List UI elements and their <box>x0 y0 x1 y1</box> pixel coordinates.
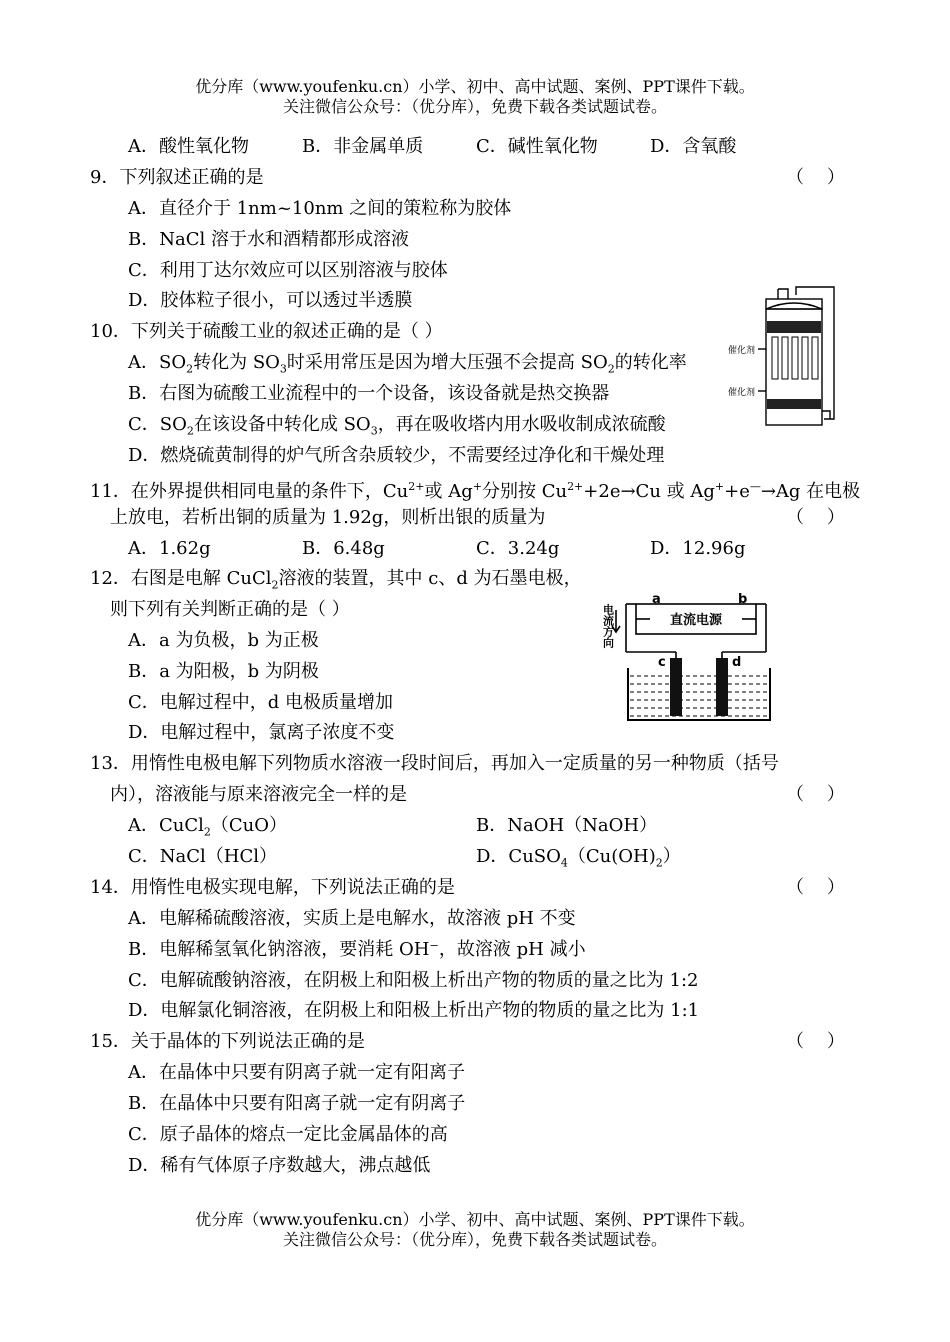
q8-option-a: A．酸性氧化物 <box>128 136 249 157</box>
header-line-2: 关注微信公众号：（优分库），免费下载各类试题试卷。 <box>282 97 667 116</box>
q14-option-c: C．电解硫酸钠溶液，在阴极上和阳极上析出产物的物质的量之比为 1:2 <box>128 970 699 991</box>
q10-option-a: A．$SO_2$转化为 $SO_3$时采用常压是因为增大压强不会提高 $SO_2$的转化率 <box>128 352 687 376</box>
q15-option-c: C．原子晶体的熔点一定比金属晶体的高 <box>128 1124 448 1145</box>
q14-option-b: B．电解稀氢氧化钠溶液，要消耗 OH⁻，故溶液 pH 减小 <box>128 939 586 960</box>
converter-figure <box>726 283 850 431</box>
q13-option-b: B．NaOH（NaOH） <box>476 815 658 836</box>
q9-option-a: A．直径介于 1nm~10nm 之间的策粒称为胶体 <box>128 198 512 219</box>
electrode-a-label: a <box>652 592 661 607</box>
q12-stem: 12．右图是电解 CuCl$_2$溶液的装置，其中 c、d 为石墨电极， <box>90 568 582 592</box>
footer-line-1: 优分库（www.youfenku.cn）小学、初中、高中试题、案例、PPT课件下载。 <box>195 1210 755 1229</box>
q11-option-c: C．3.24g <box>476 538 560 559</box>
q13-answer-paren: （ ） <box>786 784 845 805</box>
q15-option-d: D．稀有气体原子序数越大，沸点越低 <box>128 1155 431 1176</box>
q9-option-b: B．NaCl 溶于水和酒精都形成溶液 <box>128 229 409 250</box>
q9-stem: 9．下列叙述正确的是 <box>90 167 264 188</box>
q10-option-d: D．燃烧硫黄制得的炉气所含杂质较少，不需要经过净化和干燥处理 <box>128 445 665 466</box>
electrode-d-label: d <box>732 655 742 670</box>
q13-stem: 13．用惰性电极电解下列物质水溶液一段时间后，再加入一定质量的另一种物质（括号 <box>90 753 779 774</box>
q11-stem-cont: 上放电，若析出铜的质量为 1.92g，则析出银的质量为 <box>110 507 546 528</box>
q12-option-a: A．a 为负极，b 为正极 <box>128 630 319 651</box>
q15-stem: 15．关于晶体的下列说法正确的是 <box>90 1031 365 1052</box>
current-direction-label: 电流方向 <box>601 604 615 648</box>
q14-option-d: D．电解氯化铜溶液，在阴极上和阳极上析出产物的物质的量之比为 1:1 <box>128 1000 700 1021</box>
q11-answer-paren: （ ） <box>786 507 845 528</box>
q14-stem: 14．用惰性电极实现电解，下列说法正确的是 <box>90 877 455 898</box>
q9-answer-paren: （ ） <box>786 167 845 188</box>
q11-option-d: D．12.96g <box>650 538 746 559</box>
electrode-c-label: c <box>658 655 666 670</box>
q10-option-b: B．右图为硫酸工业流程中的一个设备，该设备就是热交换器 <box>128 383 610 404</box>
q8-option-d: D．含氧酸 <box>650 136 737 157</box>
q15-option-b: B．在晶体中只要有阳离子就一定有阴离子 <box>128 1093 466 1114</box>
q9-option-c: C．利用丁达尔效应可以区别溶液与胶体 <box>128 260 448 281</box>
q11-option-b: B．6.48g <box>302 538 385 559</box>
converter-label-top: 催化剂 <box>728 346 756 356</box>
q13-option-d: D．$CuSO_4(Cu(OH)_2)$ <box>476 846 681 870</box>
q12-option-c: C．电解过程中，d 电极质量增加 <box>128 692 394 713</box>
q11-stem: 11．在外界提供相同电量的条件下，$Cu^{2+}$或 Ag+分别按 $Cu^{2+}+2e\to Cu$ 或 Ag++e—→Ag 在电极 <box>90 480 861 502</box>
q12-option-b: B．a 为阳极，b 为阴极 <box>128 661 319 682</box>
q10-stem: 10．下列关于硫酸工业的叙述正确的是（ ） <box>90 321 443 342</box>
header-line-1: 优分库（www.youfenku.cn）小学、初中、高中试题、案例、PPT课件下载。 <box>195 77 755 96</box>
q15-option-a: A．在晶体中只要有阴离子就一定有阳离子 <box>128 1062 465 1083</box>
q13-stem-cont: 内），溶液能与原来溶液完全一样的是 <box>110 784 407 805</box>
q13-option-a: A．CuCl$_2$（CuO） <box>128 815 288 839</box>
q14-option-a: A．电解稀硫酸溶液，实质上是电解水，故溶液 pH 不变 <box>128 908 576 929</box>
q12-option-d: D．电解过程中，氯离子浓度不变 <box>128 722 395 743</box>
converter-label-bottom: 催化剂 <box>728 388 756 398</box>
q8-option-b: B．非金属单质 <box>302 136 424 157</box>
q14-answer-paren: （ ） <box>786 877 845 898</box>
electrode-b-label: b <box>738 592 748 607</box>
q13-option-c: C．NaCl（HCl） <box>128 846 278 867</box>
footer-line-2: 关注微信公众号：（优分库），免费下载各类试题试卷。 <box>282 1230 667 1249</box>
q12-stem-cont: 则下列有关判断正确的是（ ） <box>110 599 350 620</box>
q8-option-c: C．碱性氧化物 <box>476 136 598 157</box>
q10-option-c: C．$SO_2$在该设备中转化成 $SO_3$，再在吸收塔内用水吸收制成浓硫酸 <box>128 414 666 438</box>
power-source-label: 直流电源 <box>670 613 723 628</box>
q9-option-d: D．胶体粒子很小，可以透过半透膜 <box>128 290 413 311</box>
q11-option-a: A．1.62g <box>128 538 211 559</box>
electrolysis-figure <box>601 592 774 724</box>
q15-answer-paren: （ ） <box>786 1031 845 1052</box>
